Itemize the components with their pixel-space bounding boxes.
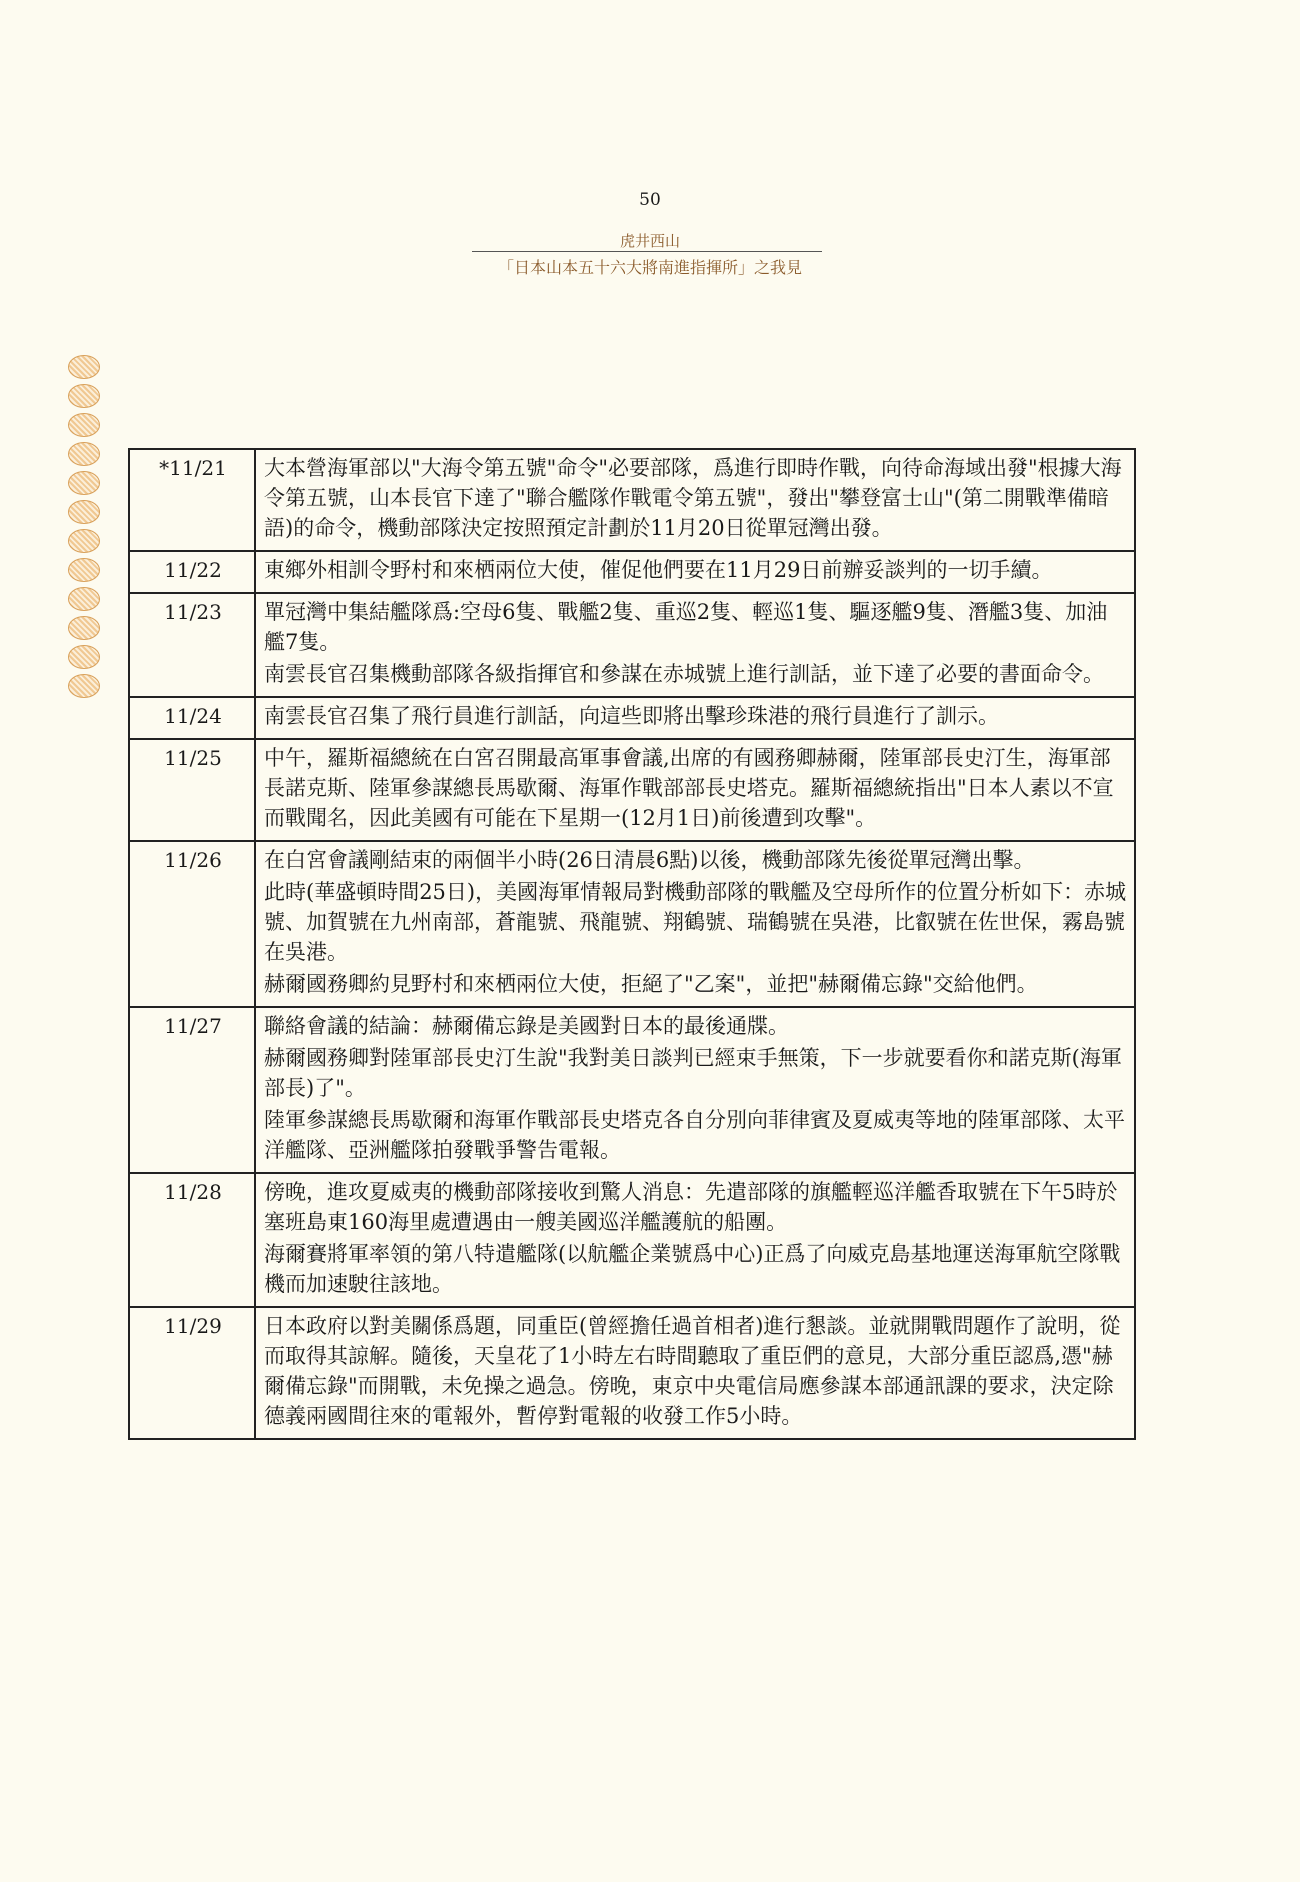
ornament-dot [68,413,100,437]
chronology-row [129,593,1135,697]
chronology-row [129,1173,1135,1307]
chronology-row [129,449,1135,551]
entry-date: 11/22 [129,551,255,593]
entry-paragraph: 海爾賽將軍率領的第八特遣艦隊(以航艦企業號爲中心)正爲了向威克島基地運送海軍航空隊戰機而加速駛往該地。 [264,1242,1121,1296]
chronology-row [129,739,1135,841]
ornament-dot [68,587,100,611]
entry-text [255,1307,1135,1439]
entry-text [255,697,1135,739]
ornament-dot [68,471,100,495]
entry-paragraph: 此時(華盛頓時間25日)，美國海軍情報局對機動部隊的戰艦及空母所作的位置分析如下：赤城號、加賀號在九州南部，蒼龍號、飛龍號、翔鶴號、瑞鶴號在吳港，比叡號在佐世保，霧島號在吳港。 [264,880,1127,964]
entry-date: 11/28 [129,1173,255,1307]
entry-date: 11/29 [129,1307,255,1439]
entry-paragraph: 單冠灣中集結艦隊爲:空母6隻、戰艦2隻、重巡2隻、輕巡1隻、驅逐艦9隻、潛艦3隻、加油艦7隻。 [264,600,1108,654]
chronology-table [128,448,1136,1440]
ornament-dot [68,355,100,379]
page-number: 50 [639,190,661,210]
entry-paragraph: 中午，羅斯福總統在白宮召開最高軍事會議,出席的有國務卿赫爾，陸軍部長史汀生，海軍部長諾克斯、陸軍參謀總長馬歇爾、海軍作戰部部長史塔克。羅斯福總統指出"日本人素以不宣而戰聞名，因此美國有可能在下星期一(12月1日)前後遭到攻擊"。 [264,746,1114,830]
entry-date: *11/21 [129,449,255,551]
chronology-row [129,841,1135,1007]
entry-paragraph: 南雲長官召集了飛行員進行訓話，向這些即將出擊珍珠港的飛行員進行了訓示。 [264,704,999,728]
chronology-row [129,697,1135,739]
entry-text [255,1173,1135,1307]
chronology-row [129,1007,1135,1173]
entry-paragraph: 大本營海軍部以"大海令第五號"命令"必要部隊，爲進行即時作戰，向待命海域出發"根據大海令第五號，山本長官下達了"聯合艦隊作戰電令第五號"，發出"攀登富士山"(第二開戰準備暗語)的命令，機動部隊決定按照預定計劃於11月20日從單冠灣出發。 [264,456,1122,540]
header-divider [472,251,822,252]
ornament-dot [68,674,100,698]
entry-paragraph: 赫爾國務卿約見野村和來栖兩位大使，拒絕了"乙案"，並把"赫爾備忘錄"交給他們。 [264,972,1038,996]
entry-paragraph: 傍晚，進攻夏威夷的機動部隊接收到驚人消息：先遣部隊的旗艦輕巡洋艦香取號在下午5時於塞班島東160海里處遭遇由一艘美國巡洋艦護航的船團。 [264,1180,1118,1234]
entry-date: 11/27 [129,1007,255,1173]
entry-date: 11/23 [129,593,255,697]
entry-text [255,449,1135,551]
entry-text [255,739,1135,841]
entry-text [255,593,1135,697]
margin-ornament [68,355,106,703]
ornament-dot [68,500,100,524]
entry-date: 11/24 [129,697,255,739]
ornament-dot [68,558,100,582]
entry-text [255,1007,1135,1173]
entry-paragraph: 陸軍參謀總長馬歇爾和海軍作戰部長史塔克各自分別向菲律賓及夏威夷等地的陸軍部隊、太平洋艦隊、亞洲艦隊拍發戰爭警告電報。 [264,1108,1125,1162]
ornament-dot [68,384,100,408]
entry-paragraph: 南雲長官召集機動部隊各級指揮官和參謀在赤城號上進行訓話，並下達了必要的書面命令。 [264,662,1104,686]
ornament-dot [68,616,100,640]
entry-text [255,551,1135,593]
entry-paragraph: 日本政府以對美關係爲題，同重臣(曾經擔任過首相者)進行懇談。並就開戰問題作了說明，從而取得其諒解。隨後，天皇花了1小時左右時間聽取了重臣們的意見，大部分重臣認爲,憑"赫爾備忘錄"而開戰，未免操之過急。傍晚，東京中央電信局應參謀本部通訊課的要求，決定除德義兩國間往來的電報外，暫停對電報的收發工作5小時。 [264,1314,1121,1428]
ornament-dot [68,442,100,466]
entry-paragraph: 聯絡會議的結論：赫爾備忘錄是美國對日本的最後通牒。 [264,1014,789,1038]
entry-date: 11/25 [129,739,255,841]
chronology-body [129,449,1135,1439]
entry-paragraph: 在白宮會議剛結束的兩個半小時(26日清晨6點)以後，機動部隊先後從單冠灣出擊。 [264,848,1035,872]
running-header-author: 虎井西山 [619,232,680,250]
ornament-dot [68,529,100,553]
entry-date: 11/26 [129,841,255,1007]
entry-paragraph: 赫爾國務卿對陸軍部長史汀生說"我對美日談判已經束手無策，下一步就要看你和諾克斯(海軍部長)了"。 [264,1046,1122,1100]
chronology-row [129,1307,1135,1439]
chronology-row [129,551,1135,593]
entry-text [255,841,1135,1007]
entry-paragraph: 東鄉外相訓令野村和來栖兩位大使，催促他們要在11月29日前辦妥談判的一切手續。 [264,558,1053,582]
ornament-dot [68,645,100,669]
running-header-title: 「日本山本五十六大將南進指揮所」之我見 [497,258,802,277]
